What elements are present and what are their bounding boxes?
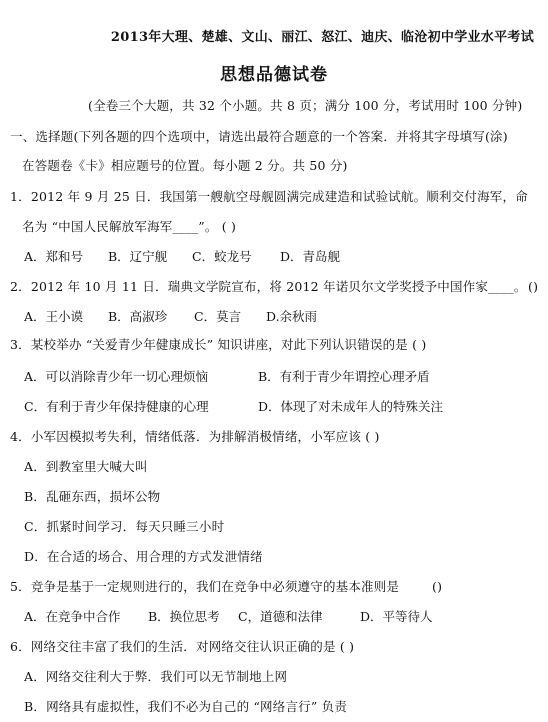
question-2-stem: 2．2012 年 10 月 11 日．瑞典文学院宣布，将 2012 年诺贝尔文学奖授予中国作家____。 bbox=[10, 279, 527, 294]
question-4-option-a: A．到教室里大喊大叫 bbox=[24, 459, 148, 474]
section-instruction-line1: 一、选择题(下列各题的四个选项中，请选出最符合题意的一个答案．并将其字母填写(涂) bbox=[10, 129, 508, 144]
exam-info: (全卷三个大题，共 32 个小题。共 8 页；满分 100 分，考试用时 100 分钟) bbox=[88, 98, 523, 113]
question-3-options-row1 bbox=[24, 369, 430, 385]
option-c: C．蛟龙号 bbox=[192, 249, 252, 264]
option-d: D．平等待人 bbox=[360, 609, 433, 624]
question-4-option-c: C．抓紧时间学习．每天只睡三小时 bbox=[24, 519, 225, 534]
option-a: A．王小谟 bbox=[24, 309, 84, 324]
question-3-options-row2 bbox=[24, 399, 443, 415]
option-d: D．青岛舰 bbox=[280, 249, 341, 264]
option-a: A．在竞争中合作 bbox=[24, 609, 121, 624]
exam-title: 2013年大理、楚雄、文山、丽江、怒江、迪庆、临沧初中学业水平考试 bbox=[110, 30, 534, 45]
option-a: A．郑和号 bbox=[24, 249, 84, 264]
option-b: B．高淑珍 bbox=[108, 309, 168, 324]
question-3-stem: 3．某校举办 “关爱青少年健康成长” 知识讲座，对此下列认识错误的是 ( ) bbox=[10, 337, 427, 352]
question-1-stem: 1．2012 年 9 月 25 日．我国第一艘航空母舰圆满完成建造和试验试航。顺利交付海军，命 bbox=[10, 189, 528, 204]
question-5-bracket: () bbox=[432, 579, 443, 594]
option-c: C，道德和法律 bbox=[238, 609, 323, 624]
option-c: C．有利于青少年保持健康的心理 bbox=[24, 399, 209, 414]
question-1-stem-cont: 名为 “中国人民解放军海军____”。 ( ) bbox=[22, 219, 237, 234]
subject-title: 思想品德试卷 bbox=[220, 65, 328, 85]
question-2-bracket: () bbox=[528, 279, 539, 294]
question-6-stem: 6．网络交往丰富了我们的生活．对网络交往认识正确的是 ( ) bbox=[10, 639, 355, 654]
question-2-options bbox=[24, 309, 317, 325]
question-4-stem: 4．小军因模拟考失利，情绪低落．为排解消极情绪，小军应该 ( ) bbox=[10, 429, 380, 444]
option-a: A．可以消除青少年一切心理烦恼 bbox=[24, 369, 209, 384]
option-b: B．辽宁舰 bbox=[108, 249, 168, 264]
question-5-options bbox=[24, 609, 433, 625]
option-b: B．换位思考 bbox=[148, 609, 220, 624]
question-1-options bbox=[24, 249, 340, 265]
question-6-option-b: B．网络具有虚拟性，我们不必为自己的 “网络言行” 负责 bbox=[24, 699, 348, 714]
question-4-option-d: D．在合适的场合、用合理的方式发泄情绪 bbox=[24, 549, 263, 564]
option-c: C．莫言 bbox=[194, 309, 242, 324]
option-d: D．体现了对未成年人的特殊关注 bbox=[258, 399, 444, 414]
question-5-stem: 5．竞争是基于一定规则进行的，我们在竞争中必须遵守的基本准则是 bbox=[10, 579, 400, 594]
section-instruction-line2: 在答题卷《卡》相应题号的位置。每小题 2 分。共 50 分) bbox=[22, 158, 348, 173]
option-d: D.余秋雨 bbox=[266, 309, 318, 324]
question-6-option-a: A．网络交往利大于弊．我们可以无节制地上网 bbox=[24, 669, 288, 684]
option-b: B．有利于青少年谓控心理矛盾 bbox=[258, 369, 430, 384]
question-4-option-b: B．乱砸东西，损坏公物 bbox=[24, 489, 161, 504]
